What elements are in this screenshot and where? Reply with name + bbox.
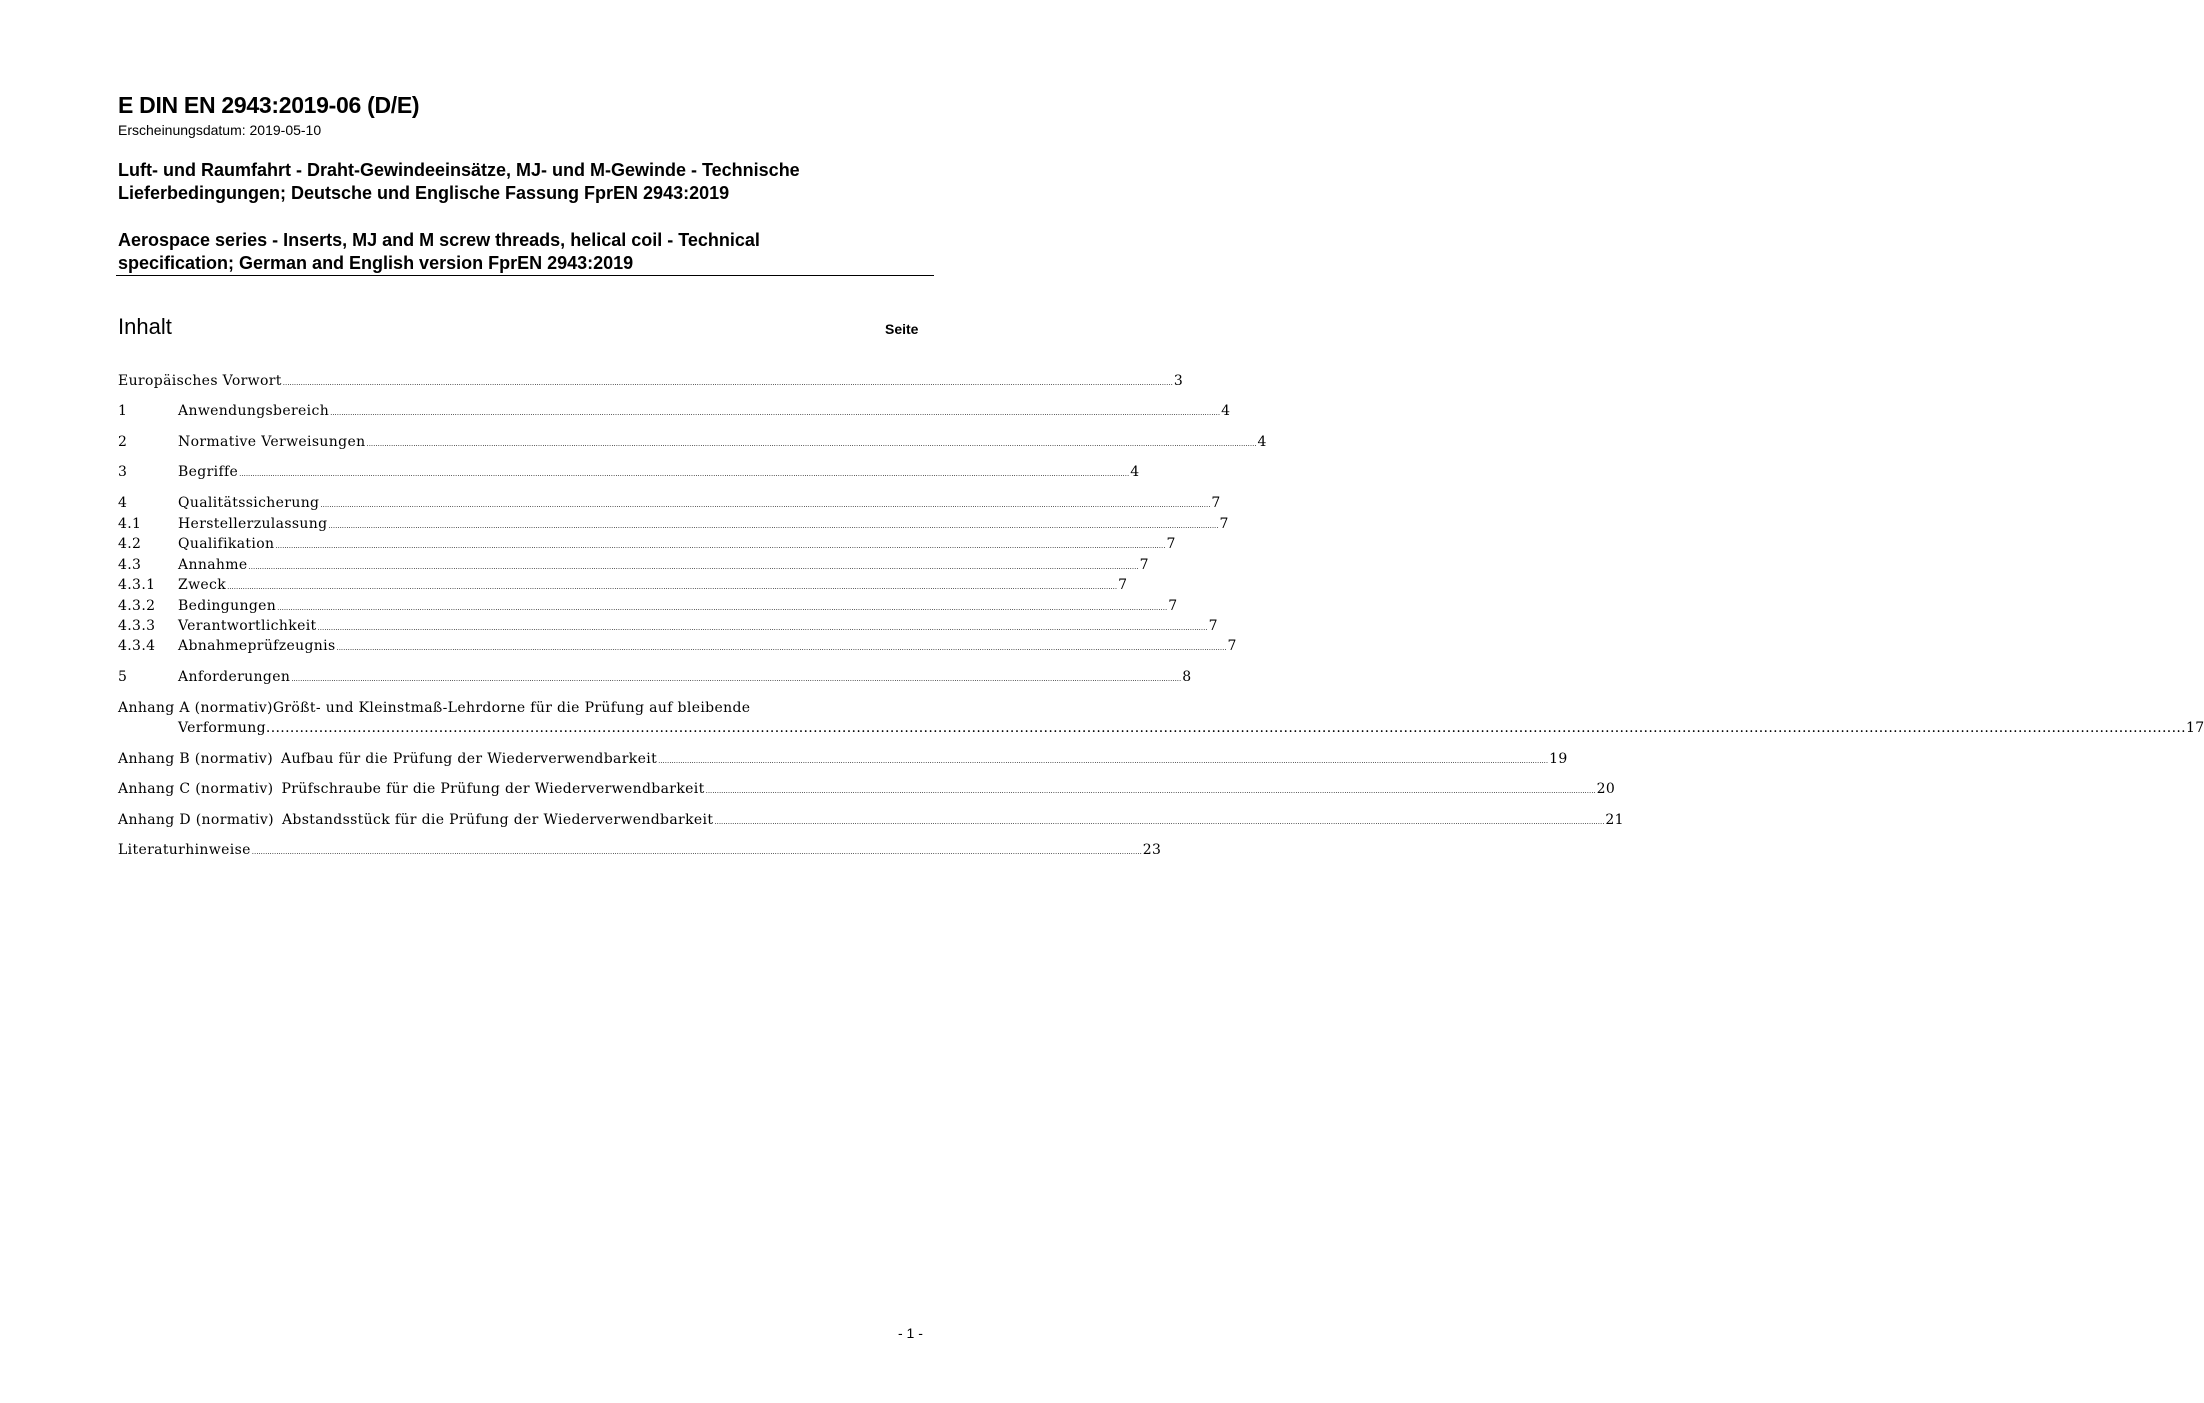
toc-entry-number: 2 [118, 434, 128, 450]
toc-leader-dots: ................................................................................................................................................................................................................................................................................................................................................................................................................ [330, 409, 1221, 417]
toc-entry-page: 3 [1173, 373, 1184, 389]
toc-entry-label: Herstellerzulassung [178, 516, 328, 532]
toc-entry-label: Normative Verweisungen [178, 434, 366, 450]
title-english-line-2: specification; German and English version FprEN 2943:2019 [118, 253, 634, 273]
toc-entry-section-4-3[interactable] [118, 555, 1149, 575]
toc-entry-line-2 [118, 718, 2204, 738]
toc-entry-label: Aufbau für die Prüfung der Wiederverwendbarkeit [281, 751, 658, 767]
toc-leader-dots: ................................................................................................................................................................................................................................................................................................................................................................................................................ [291, 675, 1182, 683]
toc-leader-dots: ................................................................................................................................................................................................................................................................................................................................................................................................................ [275, 542, 1166, 550]
toc-entry-number: 4 [118, 495, 128, 511]
toc-entry-section-4[interactable] [118, 493, 1221, 513]
toc-leader-dots: ................................................................................................................................................................................................................................................................................................................................................................................................................ [227, 583, 1118, 591]
toc-entry-section-4-3-2[interactable] [118, 596, 1178, 616]
title-german-line-2: Lieferbedingungen; Deutsche und Englische Fassung FprEN 2943:2019 [118, 183, 730, 203]
toc-entry-annex-b[interactable] [118, 749, 1568, 769]
toc-entry-section-4-3-4[interactable] [118, 636, 1237, 656]
toc-entry-section-1[interactable] [118, 401, 1231, 421]
toc-entry-number: 4.3.2 [118, 598, 156, 614]
toc-entry-page: 4 [1221, 403, 1231, 419]
toc-entry-page: 20 [1596, 781, 1616, 797]
toc-entry-number: 4.3.4 [118, 638, 156, 654]
toc-entry-label: Europäisches Vorwort [118, 373, 282, 389]
toc-page-column-label: Seite [885, 321, 919, 337]
toc-entry-page: 8 [1182, 669, 1192, 685]
toc-entry-number: 1 [118, 403, 128, 419]
toc-entry-number: 3 [118, 464, 128, 480]
toc-entry-page: 21 [1605, 812, 1624, 828]
toc-leader-dots: ................................................................................................................................................................................................................................................................................................................................................................................................................ [251, 848, 1142, 856]
toc-leader-dots: ................................................................................................................................................................................................................................................................................................................................................................................................................ [658, 757, 1549, 765]
toc-entry-number: 5 [118, 669, 128, 685]
toc-entry-bibliography[interactable] [118, 840, 1162, 860]
toc-entry-label: Abnahmeprüfzeugnis [178, 638, 336, 654]
toc-entry-annex-a[interactable] [118, 698, 2204, 738]
toc-entry-section-4-2[interactable] [118, 534, 1176, 554]
toc-entry-page: 23 [1142, 842, 1162, 858]
toc-entry-page: 4 [1257, 434, 1267, 450]
toc-entry-page: 7 [1227, 638, 1237, 654]
toc-entry-label: Verantwortlichkeit [178, 618, 317, 634]
title-german-line-1: Luft- und Raumfahrt - Draht-Gewindeeinsätze, MJ- und M-Gewinde - Technische [118, 160, 800, 180]
toc-entry-label: Anwendungsbereich [178, 403, 330, 419]
toc-entry-section-3[interactable] [118, 462, 1140, 482]
toc-entry-label: Annahme [178, 557, 248, 573]
toc-leader-dots: ................................................................................................................................................................................................................................................................................................................................................................................................................ [328, 522, 1219, 530]
toc-leader-dots: ................................................................................................................................................................................................................................................................................................................................................................................................................ [265, 720, 2186, 736]
toc-entry-label-continued: Verformung [178, 720, 266, 736]
toc-heading: Inhalt [118, 314, 172, 339]
toc-entry-page: 4 [1130, 464, 1140, 480]
toc-entry-label: Zweck [178, 577, 227, 593]
toc-entry-page: 7 [1211, 495, 1221, 511]
toc-leader-dots: ................................................................................................................................................................................................................................................................................................................................................................................................................ [714, 818, 1605, 826]
toc-leader-dots: ................................................................................................................................................................................................................................................................................................................................................................................................................ [248, 563, 1139, 571]
toc-entry-page: 7 [1166, 536, 1176, 552]
toc-entry-section-4-1[interactable] [118, 514, 1229, 534]
toc-leader-dots: ................................................................................................................................................................................................................................................................................................................................................................................................................ [282, 379, 1173, 387]
toc-leader-dots: ................................................................................................................................................................................................................................................................................................................................................................................................................ [336, 644, 1227, 652]
toc-leader-dots: ................................................................................................................................................................................................................................................................................................................................................................................................................ [320, 501, 1211, 509]
toc-entry-section-4-3-3[interactable] [118, 616, 1218, 636]
toc-leader-dots: ................................................................................................................................................................................................................................................................................................................................................................................................................ [366, 440, 1257, 448]
toc-entry-number: 4.1 [118, 516, 142, 532]
toc-entry-section-4-3-1[interactable] [118, 575, 1128, 595]
page-number: - 1 - [898, 1325, 923, 1341]
toc-entry-page: 7 [1208, 618, 1218, 634]
toc-entry-label: Begriffe [178, 464, 239, 480]
title-english-line-1: Aerospace series - Inserts, MJ and M screw threads, helical coil - Technical [118, 230, 760, 250]
toc-entry-number: 4.3 [118, 557, 142, 573]
toc-entry-label: Abstandsstück für die Prüfung der Wiederverwendbarkeit [281, 812, 714, 828]
header-divider [116, 275, 934, 276]
toc-entry-page: 17 [2185, 720, 2204, 736]
toc-entry-number: 4.3.3 [118, 618, 156, 634]
toc-entry-label: Qualitätssicherung [178, 495, 320, 511]
toc-entry-section-2[interactable] [118, 432, 1267, 452]
publication-date: Erscheinungsdatum: 2019-05-10 [118, 122, 322, 138]
toc-entry-page: 7 [1168, 598, 1178, 614]
toc-annex-prefix: Anhang C (normativ) [118, 781, 274, 797]
toc-annex-prefix: Anhang D (normativ) [118, 812, 274, 828]
toc-entry-foreword[interactable] [118, 371, 1184, 391]
toc-leader-dots: ................................................................................................................................................................................................................................................................................................................................................................................................................ [705, 787, 1596, 795]
toc-entry-page: 7 [1139, 557, 1149, 573]
toc-entry-label: Bedingungen [178, 598, 277, 614]
toc-entry-label: Größt- und Kleinstmaß-Lehrdorne für die Prüfung auf bleibende [272, 700, 751, 716]
toc-annex-prefix: Anhang B (normativ) [118, 751, 274, 767]
toc-annex-prefix: Anhang A (normativ) [118, 700, 273, 716]
toc-entry-page: 19 [1549, 751, 1568, 767]
toc-entry-line-1 [118, 698, 930, 718]
title-english [118, 229, 918, 275]
toc-entry-label: Anforderungen [178, 669, 291, 685]
toc-entry-section-5[interactable] [118, 667, 1192, 687]
document-id: E DIN EN 2943:2019-06 (D/E) [118, 92, 420, 118]
toc-leader-dots: ................................................................................................................................................................................................................................................................................................................................................................................................................ [317, 624, 1208, 632]
toc-entry-page: 7 [1219, 516, 1229, 532]
toc-entry-number: 4.2 [118, 536, 142, 552]
toc-entry-label: Qualifikation [178, 536, 275, 552]
toc-entry-label: Literaturhinweise [118, 842, 251, 858]
toc-entry-page: 7 [1118, 577, 1128, 593]
toc-leader-dots: ................................................................................................................................................................................................................................................................................................................................................................................................................ [239, 470, 1130, 478]
toc-entry-annex-c[interactable] [118, 779, 1616, 799]
toc-entry-label: Prüfschraube für die Prüfung der Wiederverwendbarkeit [281, 781, 705, 797]
toc-entry-number: 4.3.1 [118, 577, 156, 593]
toc-leader-dots: ................................................................................................................................................................................................................................................................................................................................................................................................................ [277, 604, 1168, 612]
title-german [118, 159, 918, 205]
toc-entry-annex-d[interactable] [118, 810, 1624, 830]
